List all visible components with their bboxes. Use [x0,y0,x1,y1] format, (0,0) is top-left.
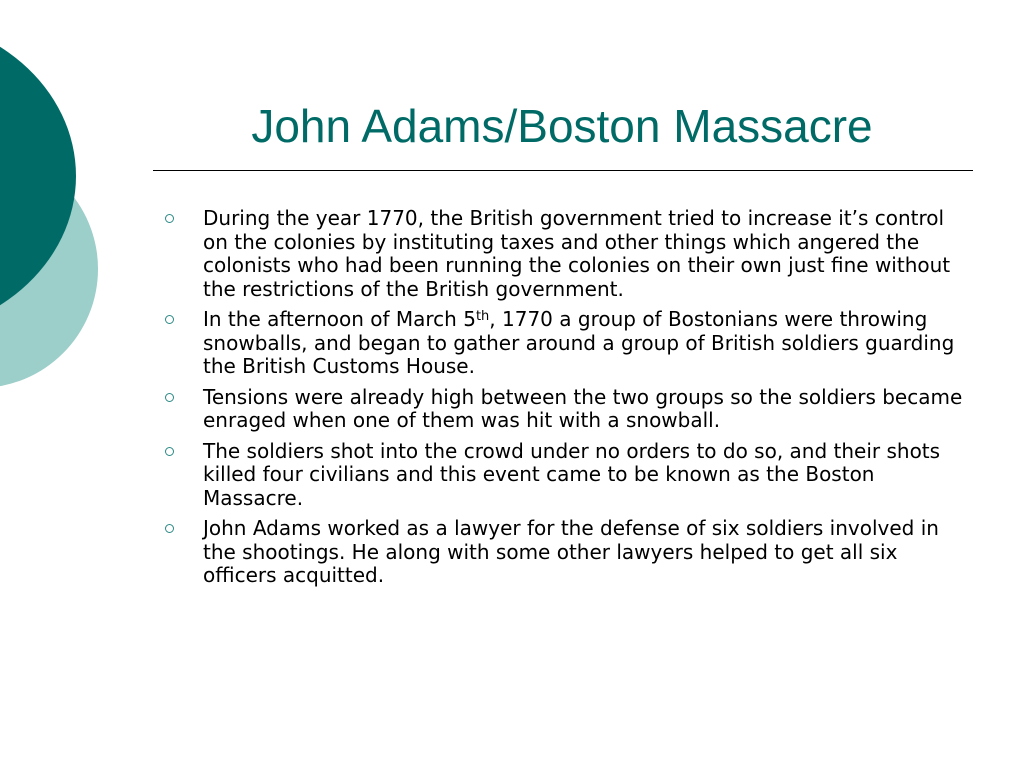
bullet-text: The soldiers shot into the crowd under no orders to do so, and their shots killed four civilians and this event came to be known as the Boston Massacre. [203,438,941,510]
bullet-text: Tensions were already high between the two groups so the soldiers became enraged when one of them was hit with a snowball. [203,384,963,432]
bullet-item [160,386,975,433]
bullet-text: During the year 1770, the British government tried to increase it’s control on the colonies by instituting taxes and other things which angered the colonists who had been running the colonies on their own just fine without the restrictions of the British government. [203,206,951,301]
hollow-circle-icon [165,447,174,456]
hollow-circle-icon [165,214,174,223]
slide-title: John Adams/Boston Massacre [251,100,873,152]
hollow-circle-icon [165,315,174,324]
ordinal-superscript: th [475,309,490,324]
bullet-text: John Adams worked as a lawyer for the defense of six soldiers involved in the shootings. He along with some other lawyers helped to get all six officers acquitted. [203,516,939,587]
title-divider [153,170,973,171]
bullet-item [160,207,975,301]
bullet-item [160,517,975,588]
bullet-item [160,308,975,379]
hollow-circle-icon [165,524,174,533]
hollow-circle-icon [165,393,174,402]
bullet-text-start: In the afternoon of March 5 [203,307,476,331]
bullet-list [160,207,975,595]
bullet-item [160,440,975,511]
bullet-text-end: , 1770 a group of Bostonians were throwing snowballs, and began to gather around a group of British soldiers guarding the British Customs House. [203,307,955,378]
